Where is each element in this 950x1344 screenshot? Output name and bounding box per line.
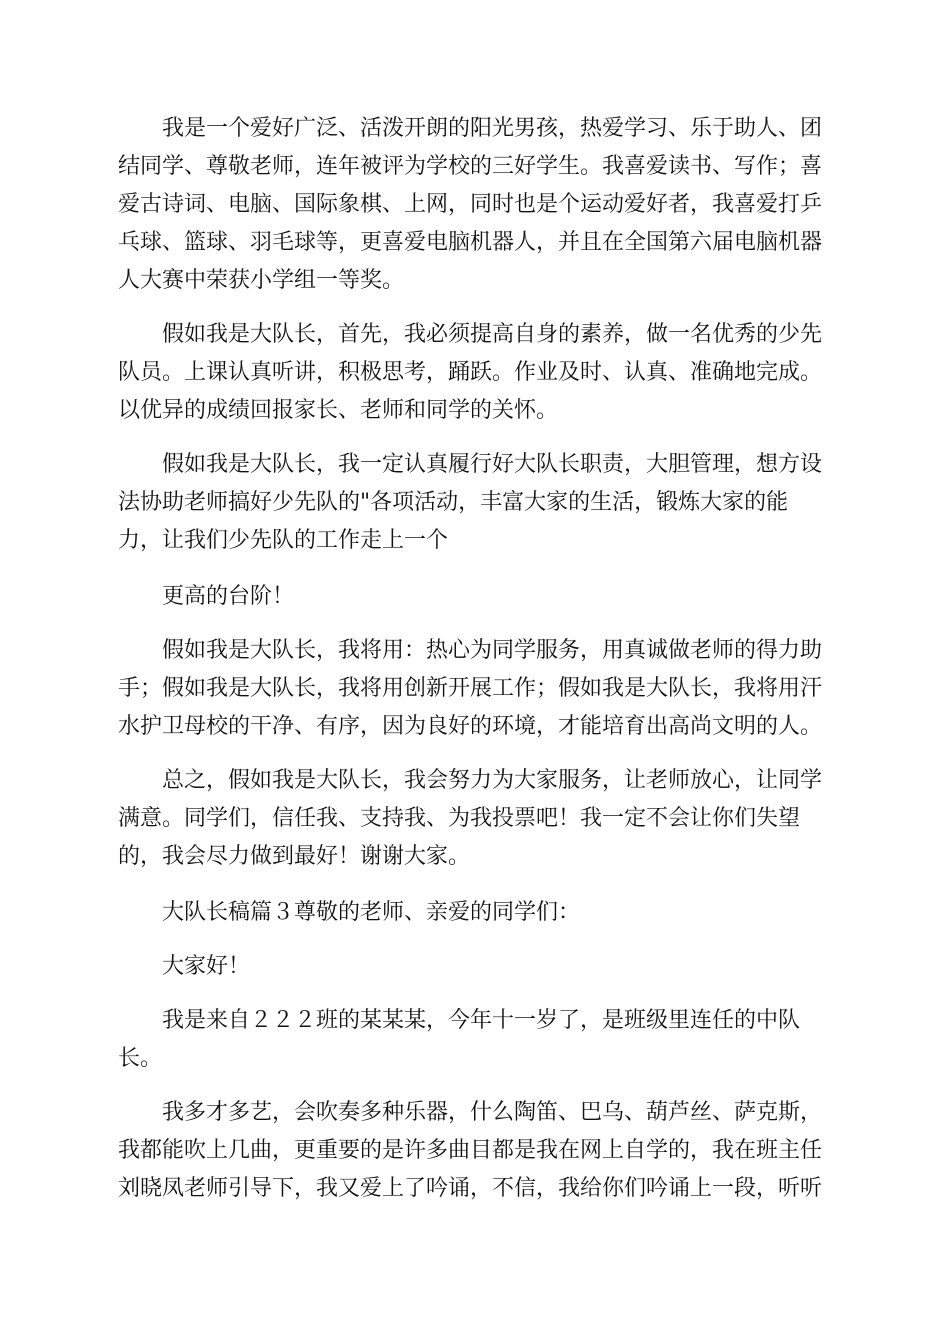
text-line: 更高的台阶！ (162, 584, 295, 609)
paragraph-4 (118, 578, 838, 616)
paragraph-7 (118, 894, 838, 932)
text-line: 我都能吹上几曲，更重要的是许多曲目都是我在网上自学的，我在班主任 (118, 1138, 823, 1163)
paragraph-1 (118, 110, 838, 300)
paragraph-2 (118, 316, 838, 430)
text-line: 结同学、尊敬老师，连年被评为学校的三好学生。我喜爱读书、写作；喜 (118, 154, 823, 179)
text-line: 爱古诗词、电脑、国际象棋、上网，同时也是个运动爱好者，我喜爱打乒 (118, 192, 823, 217)
paragraph-8 (118, 948, 838, 986)
text-line: 我多才多艺，会吹奏多种乐器，什么陶笛、巴乌、葫芦丝、萨克斯， (162, 1100, 823, 1125)
text-line: 力，让我们少先队的工作走上一个 (118, 528, 449, 553)
text-line: 长。 (118, 1046, 163, 1071)
text-line: 假如我是大队长，我将用：热心为同学服务，用真诚做老师的得力助 (162, 638, 823, 663)
paragraph-6 (118, 762, 838, 876)
text-line: 的，我会尽力做到最好！谢谢大家。 (118, 844, 471, 869)
greeting-line: 大家好！ (162, 954, 251, 979)
text-line: 假如我是大队长，我一定认真履行好大队长职责，大胆管理，想方设 (162, 452, 823, 477)
text-line: 队员。上课认真听讲，积极思考，踊跃。作业及时、认真、准确地完成。 (118, 360, 823, 385)
text-line: 水护卫母校的干净、有序，因为良好的环境，才能培育出高尚文明的人。 (118, 714, 823, 739)
text-line: 刘晓凤老师引导下，我又爱上了吟诵，不信，我给你们吟诵上一段，听听 (118, 1176, 823, 1201)
paragraph-3 (118, 446, 838, 560)
text-line: 假如我是大队长，首先，我必须提高自身的素养，做一名优秀的少先 (162, 322, 823, 347)
text-line: 以优异的成绩回报家长、老师和同学的关怀。 (118, 398, 559, 423)
paragraph-9 (118, 1002, 838, 1078)
text-line: 手；假如我是大队长，我将用创新开展工作；假如我是大队长，我将用汗 (118, 676, 823, 701)
paragraph-10 (118, 1094, 838, 1208)
section-heading: 大队长稿篇３尊敬的老师、亲爱的同学们： (162, 900, 581, 925)
text-line: 人大赛中荣获小学组一等奖。 (118, 268, 405, 293)
text-line: 总之，假如我是大队长，我会努力为大家服务，让老师放心，让同学 (162, 768, 823, 793)
text-line: 我是一个爱好广泛、活泼开朗的阳光男孩，热爱学习、乐于助人、团 (162, 116, 823, 141)
text-line: 法协助老师搞好少先队的"各项活动，丰富大家的生活，锻炼大家的能 (118, 490, 789, 515)
text-line: 我是来自２２２班的某某某，今年十一岁了，是班级里连任的中队 (162, 1008, 801, 1033)
paragraph-5 (118, 632, 838, 746)
text-line: 满意。同学们，信任我、支持我、为我投票吧！我一定不会让你们失望 (118, 806, 801, 831)
text-line: 乓球、篮球、羽毛球等，更喜爱电脑机器人，并且在全国第六届电脑机器 (118, 230, 823, 255)
